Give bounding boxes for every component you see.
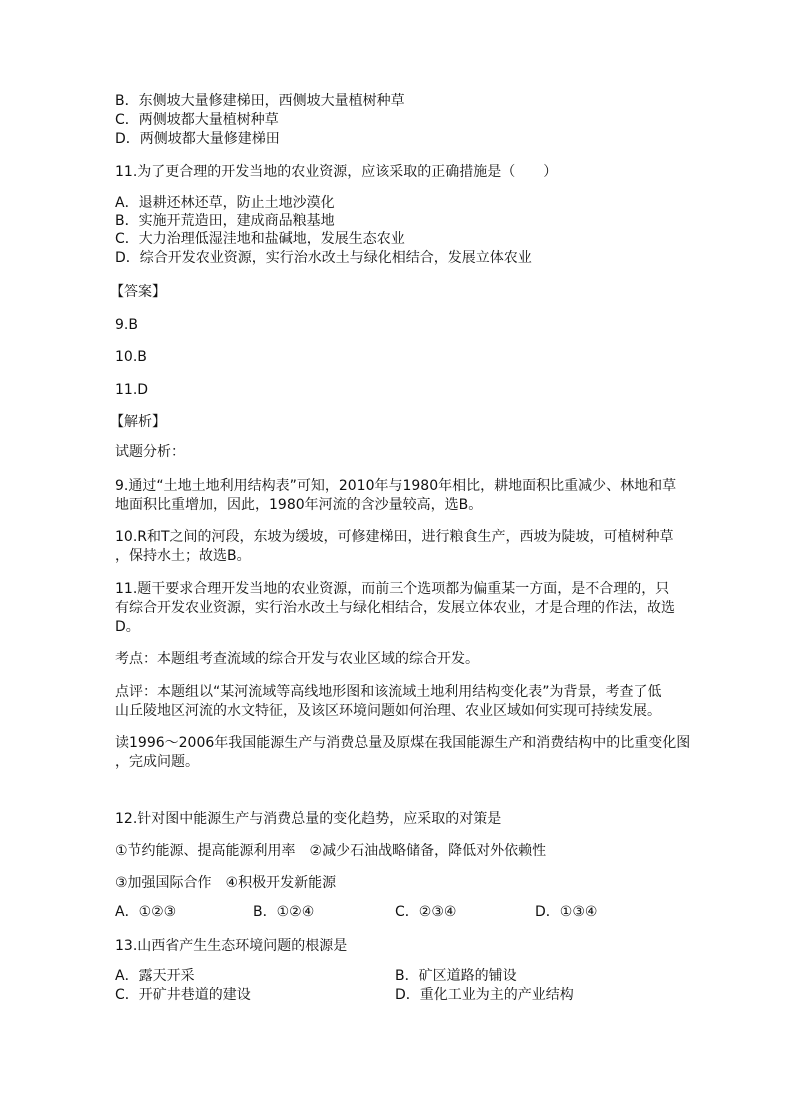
q10-option-b: B．东侧坡大量修建梯田，西侧坡大量植树种草 (115, 93, 405, 109)
q12-items: ③加强国际合作 ④积极开发新能源 (115, 875, 337, 891)
q11-option-b: B．实施开荒造田，建成商品粮基地 (115, 213, 335, 229)
answer-10: 10.B (115, 349, 147, 365)
q13-option-a: A．露天开采 (115, 968, 195, 984)
q13-option-d: D．重化工业为主的产业结构 (395, 987, 574, 1003)
analysis-header: 【解析】 (110, 414, 166, 430)
q11-stem: 11.为了更合理的开发当地的农业资源，应该采取的正确措施是（ ） (115, 164, 558, 180)
q13-option-b: B．矿区道路的铺设 (395, 968, 517, 984)
q12-option-b: B．①②④ (253, 904, 315, 920)
analysis-11: 11.题干要求合理开发当地的农业资源，而前三个选项都为偏重某一方面，是不合理的，只 (115, 581, 670, 597)
reading-prompt: 读1996～2006年我国能源生产与消费总量及原煤在我国能源生产和消费结构中的比重变化图 (115, 735, 691, 751)
analysis-9: 地面积比重增加，因此，1980年河流的含沙量较高，选B。 (115, 497, 483, 513)
dianping: 点评：本题组以“某河流域等高线地形图和该流域土地利用结构变化表”为背景，考查了低 (115, 684, 662, 700)
q12-stem: 12.针对图中能源生产与消费总量的变化趋势，应采取的对策是 (115, 811, 502, 827)
q10-option-d: D．两侧坡都大量修建梯田 (115, 131, 280, 147)
q10-option-c: C．两侧坡都大量植树种草 (115, 112, 279, 128)
q12-items: ①节约能源、提高能源利用率 ②减少石油战略储备，降低对外依赖性 (115, 843, 547, 859)
answer-header: 【答案】 (110, 284, 166, 300)
q12-option-d: D．①③④ (535, 904, 598, 920)
analysis-10: 10.R和T之间的河段，东坡为缓坡，可修建梯田，进行粮食生产，西坡为陡坡，可植树种草 (115, 529, 674, 545)
answer-11: 11.D (115, 382, 149, 398)
q11-option-a: A．退耕还林还草，防止土地沙漠化 (115, 195, 335, 211)
q13-option-c: C．开矿井巷道的建设 (115, 987, 251, 1003)
analysis-9: 9.通过“土地土地利用结构表”可知，2010年与1980年相比，耕地面积比重减少、林地和草 (115, 478, 677, 494)
reading-prompt: ，完成问题。 (115, 754, 199, 770)
q12-option-c: C．②③④ (395, 904, 457, 920)
dianping: 山丘陵地区河流的水文特征，及该区环境问题如何治理、农业区域如何实现可持续发展。 (115, 703, 661, 719)
analysis-11: 有综合开发农业资源，实行治水改土与绿化相结合，发展立体农业，才是合理的作法，故选 (115, 600, 675, 616)
analysis-10: ，保持水土；故选B。 (115, 548, 251, 564)
answer-9: 9.B (115, 317, 138, 333)
kaodian: 考点：本题组考查流域的综合开发与农业区域的综合开发。 (115, 651, 479, 667)
q12-option-a: A．①②③ (115, 904, 177, 920)
q13-stem: 13.山西省产生生态环境问题的根源是 (115, 938, 348, 954)
q11-option-c: C．大力治理低湿洼地和盐碱地，发展生态农业 (115, 231, 405, 247)
analysis-intro: 试题分析： (115, 444, 185, 460)
q11-option-d: D．综合开发农业资源，实行治水改土与绿化相结合，发展立体农业 (115, 250, 532, 266)
analysis-11: D。 (115, 619, 140, 635)
